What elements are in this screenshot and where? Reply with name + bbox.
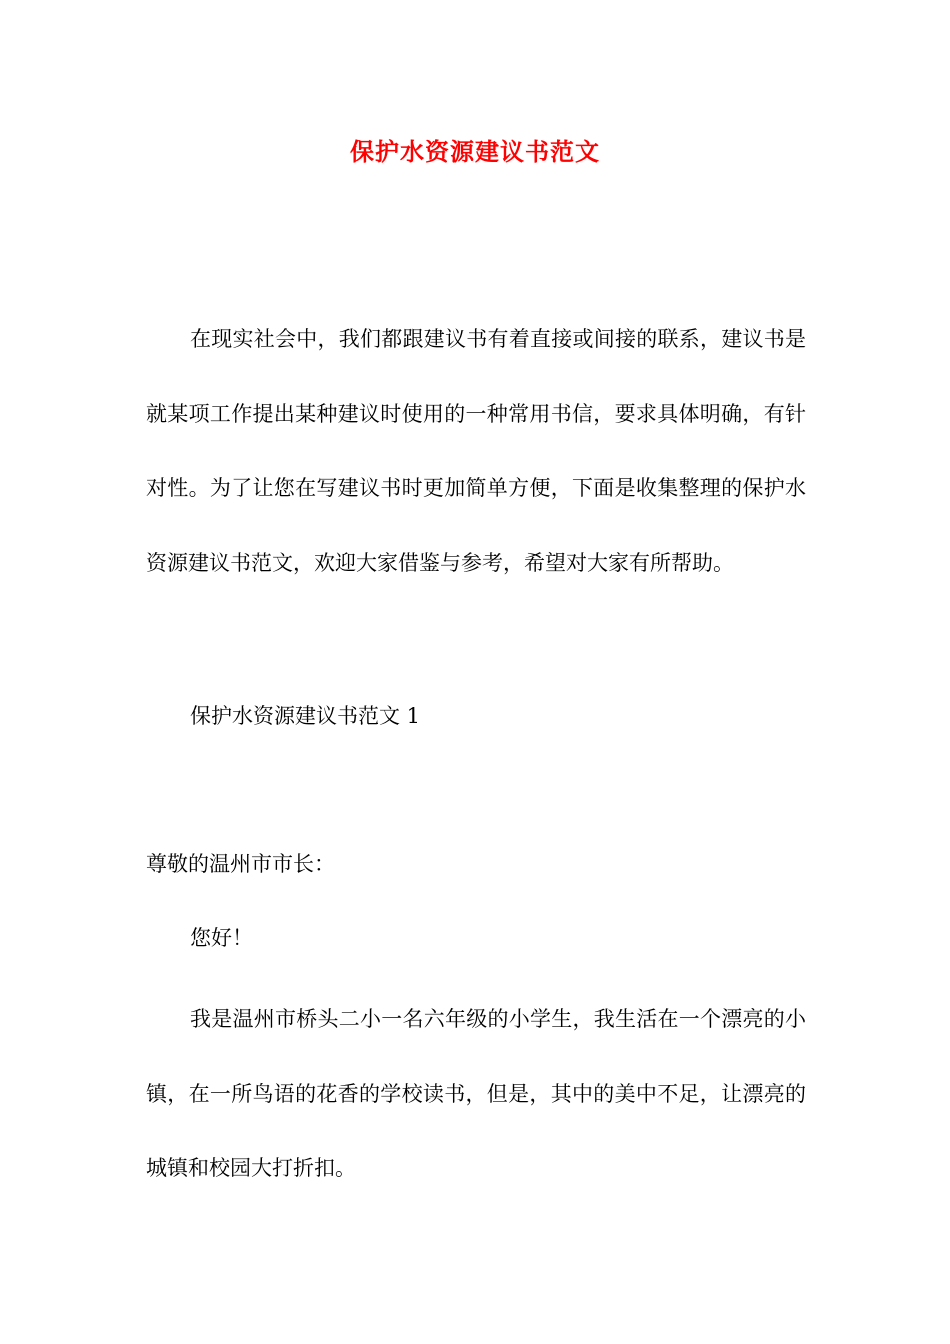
- greeting: 您好！: [190, 926, 253, 950]
- letter-paragraph: 我是温州市桥头二小一名六年级的小学生，我生活在一个漂亮的小镇，在一所鸟语的花香的学校读书，但是，其中的美中不足，让漂亮的城镇和校园大打折扣。: [146, 1007, 806, 1180]
- document-title: 保护水资源建议书范文: [350, 137, 600, 166]
- intro-paragraph: 在现实社会中，我们都跟建议书有着直接或间接的联系，建议书是就某项工作提出某种建议时使用的一种常用书信，要求具体明确，有针对性。为了让您在写建议书时更加简单方便，下面是收集整理的保护水资源建议书范文，欢迎大家借鉴与参考，希望对大家有所帮助。: [146, 327, 806, 575]
- salutation: 尊敬的温州市市长：: [146, 852, 335, 876]
- section-heading: 保护水资源建议书范文 1: [190, 704, 421, 728]
